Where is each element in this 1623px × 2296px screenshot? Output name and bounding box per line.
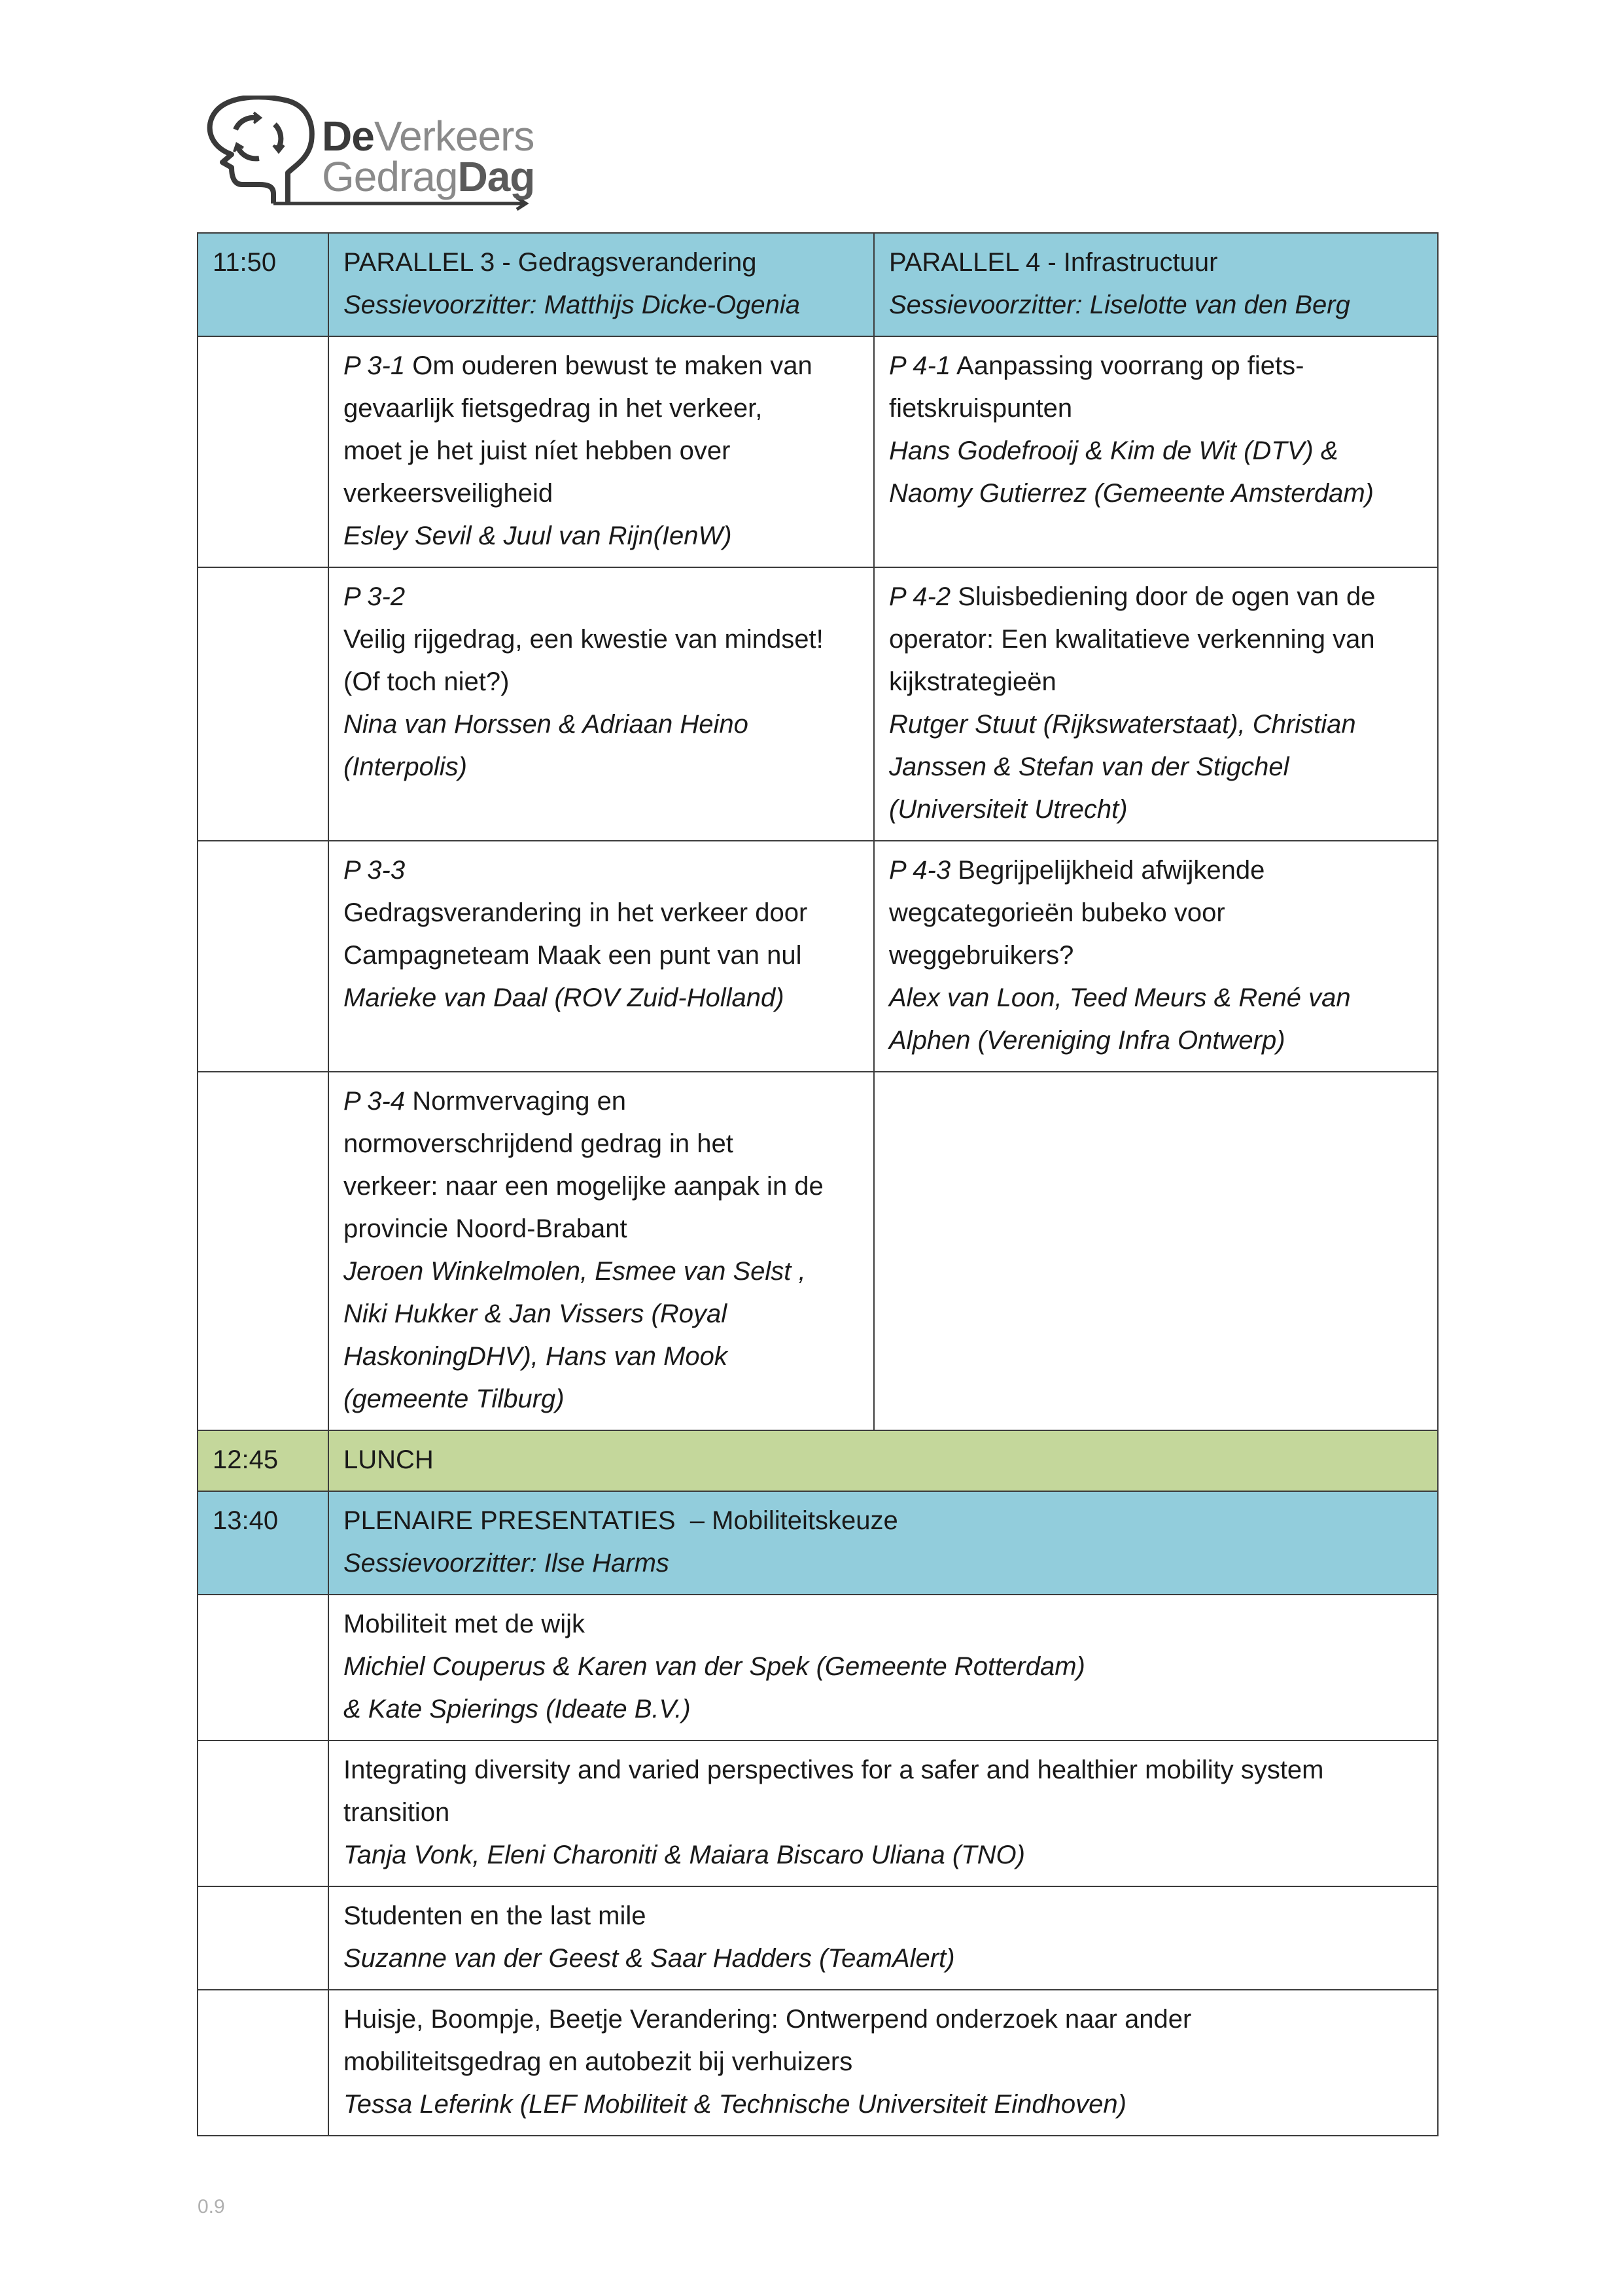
session-row bbox=[198, 1072, 1438, 1430]
session-empty-cell bbox=[874, 1072, 1438, 1430]
logo-word-2: GedragDag bbox=[322, 153, 535, 200]
plenary-item: Integrating diversity and varied perspectives for a safer and healthier mobility system transition Tanja Vonk, Eleni Charoniti & Maiara Biscaro Uliana (TNO) bbox=[328, 1740, 1438, 1886]
time-cell-empty bbox=[198, 1886, 328, 1990]
time-cell: 11:50 bbox=[198, 233, 328, 336]
time-cell-empty bbox=[198, 1595, 328, 1740]
time-cell-empty bbox=[198, 841, 328, 1072]
session-p3-4: P 3-4 Normvervaging en normoverschrijdend gedrag in het verkeer: naar een mogelijke aanpak in de provincie Noord-Brabant Jeroen Winkelmolen, Esmee van Selst , Niki Hukker & Jan Vissers (Royal HaskoningDHV), Hans van Mook (gemeente Tilburg) bbox=[328, 1072, 874, 1430]
session-p3-2: P 3-2 Veilig rijgedrag, een kwestie van mindset! (Of toch niet?) Nina van Horssen & Adriaan Heino (Interpolis) bbox=[328, 567, 874, 841]
program-table bbox=[197, 232, 1439, 2136]
lunch-label: LUNCH bbox=[328, 1430, 1438, 1491]
session-p4-1: P 4-1 Aanpassing voorrang op fiets- fietskruispunten Hans Godefrooij & Kim de Wit (DTV) & Naomy Gutierrez (Gemeente Amsterdam) bbox=[874, 336, 1438, 567]
logo bbox=[196, 96, 536, 233]
plenary-item: Huisje, Boompje, Beetje Verandering: Ontwerpend onderzoek naar ander mobiliteitsgedrag en autobezit bij verhuizers Tessa Leferink (LEF Mobiliteit & Technische Universiteit Eindhoven) bbox=[328, 1990, 1438, 2136]
time-cell-empty bbox=[198, 1740, 328, 1886]
time-cell: 13:40 bbox=[198, 1491, 328, 1595]
plenary-row bbox=[198, 1740, 1438, 1886]
plenary-item: Mobiliteit met de wijk Michiel Couperus & Karen van der Spek (Gemeente Rotterdam) & Kate Spierings (Ideate B.V.) bbox=[328, 1595, 1438, 1740]
plenary-row bbox=[198, 1595, 1438, 1740]
session-p4-3: P 4-3 Begrijpelijkheid afwijkende wegcategorieën bubeko voor weggebruikers? Alex van Loon, Teed Meurs & René van Alphen (Vereniging Infra Ontwerp) bbox=[874, 841, 1438, 1072]
logo-word-1: DeVerkeers bbox=[322, 113, 534, 160]
page-number: 0.9 bbox=[198, 2196, 225, 2217]
session-row bbox=[198, 567, 1438, 841]
plenary-header: PLENAIRE PRESENTATIES – Mobiliteitskeuze Sessievoorzitter: Ilse Harms bbox=[328, 1491, 1438, 1595]
time-cell-empty bbox=[198, 1990, 328, 2136]
session-p3-1: P 3-1 Om ouderen bewust te maken van gevaarlijk fietsgedrag in het verkeer, moet je het juist níet hebben over verkeersveiligheid Esley Sevil & Juul van Rijn(IenW) bbox=[328, 336, 874, 567]
lunch-row bbox=[198, 1430, 1438, 1491]
parallel-3-header: PARALLEL 3 - Gedragsverandering Sessievoorzitter: Matthijs Dicke-Ogenia bbox=[328, 233, 874, 336]
time-cell-empty bbox=[198, 336, 328, 567]
plenary-row bbox=[198, 1990, 1438, 2136]
session-p3-3: P 3-3 Gedragsverandering in het verkeer door Campagneteam Maak een punt van nul Marieke van Daal (ROV Zuid-Holland) bbox=[328, 841, 874, 1072]
plenary-item: Studenten en the last mile Suzanne van der Geest & Saar Hadders (TeamAlert) bbox=[328, 1886, 1438, 1990]
session-row bbox=[198, 841, 1438, 1072]
parallel-header-row bbox=[198, 233, 1438, 336]
plenary-header-row bbox=[198, 1491, 1438, 1595]
time-cell: 12:45 bbox=[198, 1430, 328, 1491]
plenary-row bbox=[198, 1886, 1438, 1990]
session-p4-2: P 4-2 Sluisbediening door de ogen van de operator: Een kwalitatieve verkenning van kijkstrategieën Rutger Stuut (Rijkswaterstaat), Christian Janssen & Stefan van der Stigchel (Universiteit Utrecht) bbox=[874, 567, 1438, 841]
parallel-4-header: PARALLEL 4 - Infrastructuur Sessievoorzitter: Liselotte van den Berg bbox=[874, 233, 1438, 336]
time-cell-empty bbox=[198, 567, 328, 841]
time-cell-empty bbox=[198, 1072, 328, 1430]
session-row bbox=[198, 336, 1438, 567]
